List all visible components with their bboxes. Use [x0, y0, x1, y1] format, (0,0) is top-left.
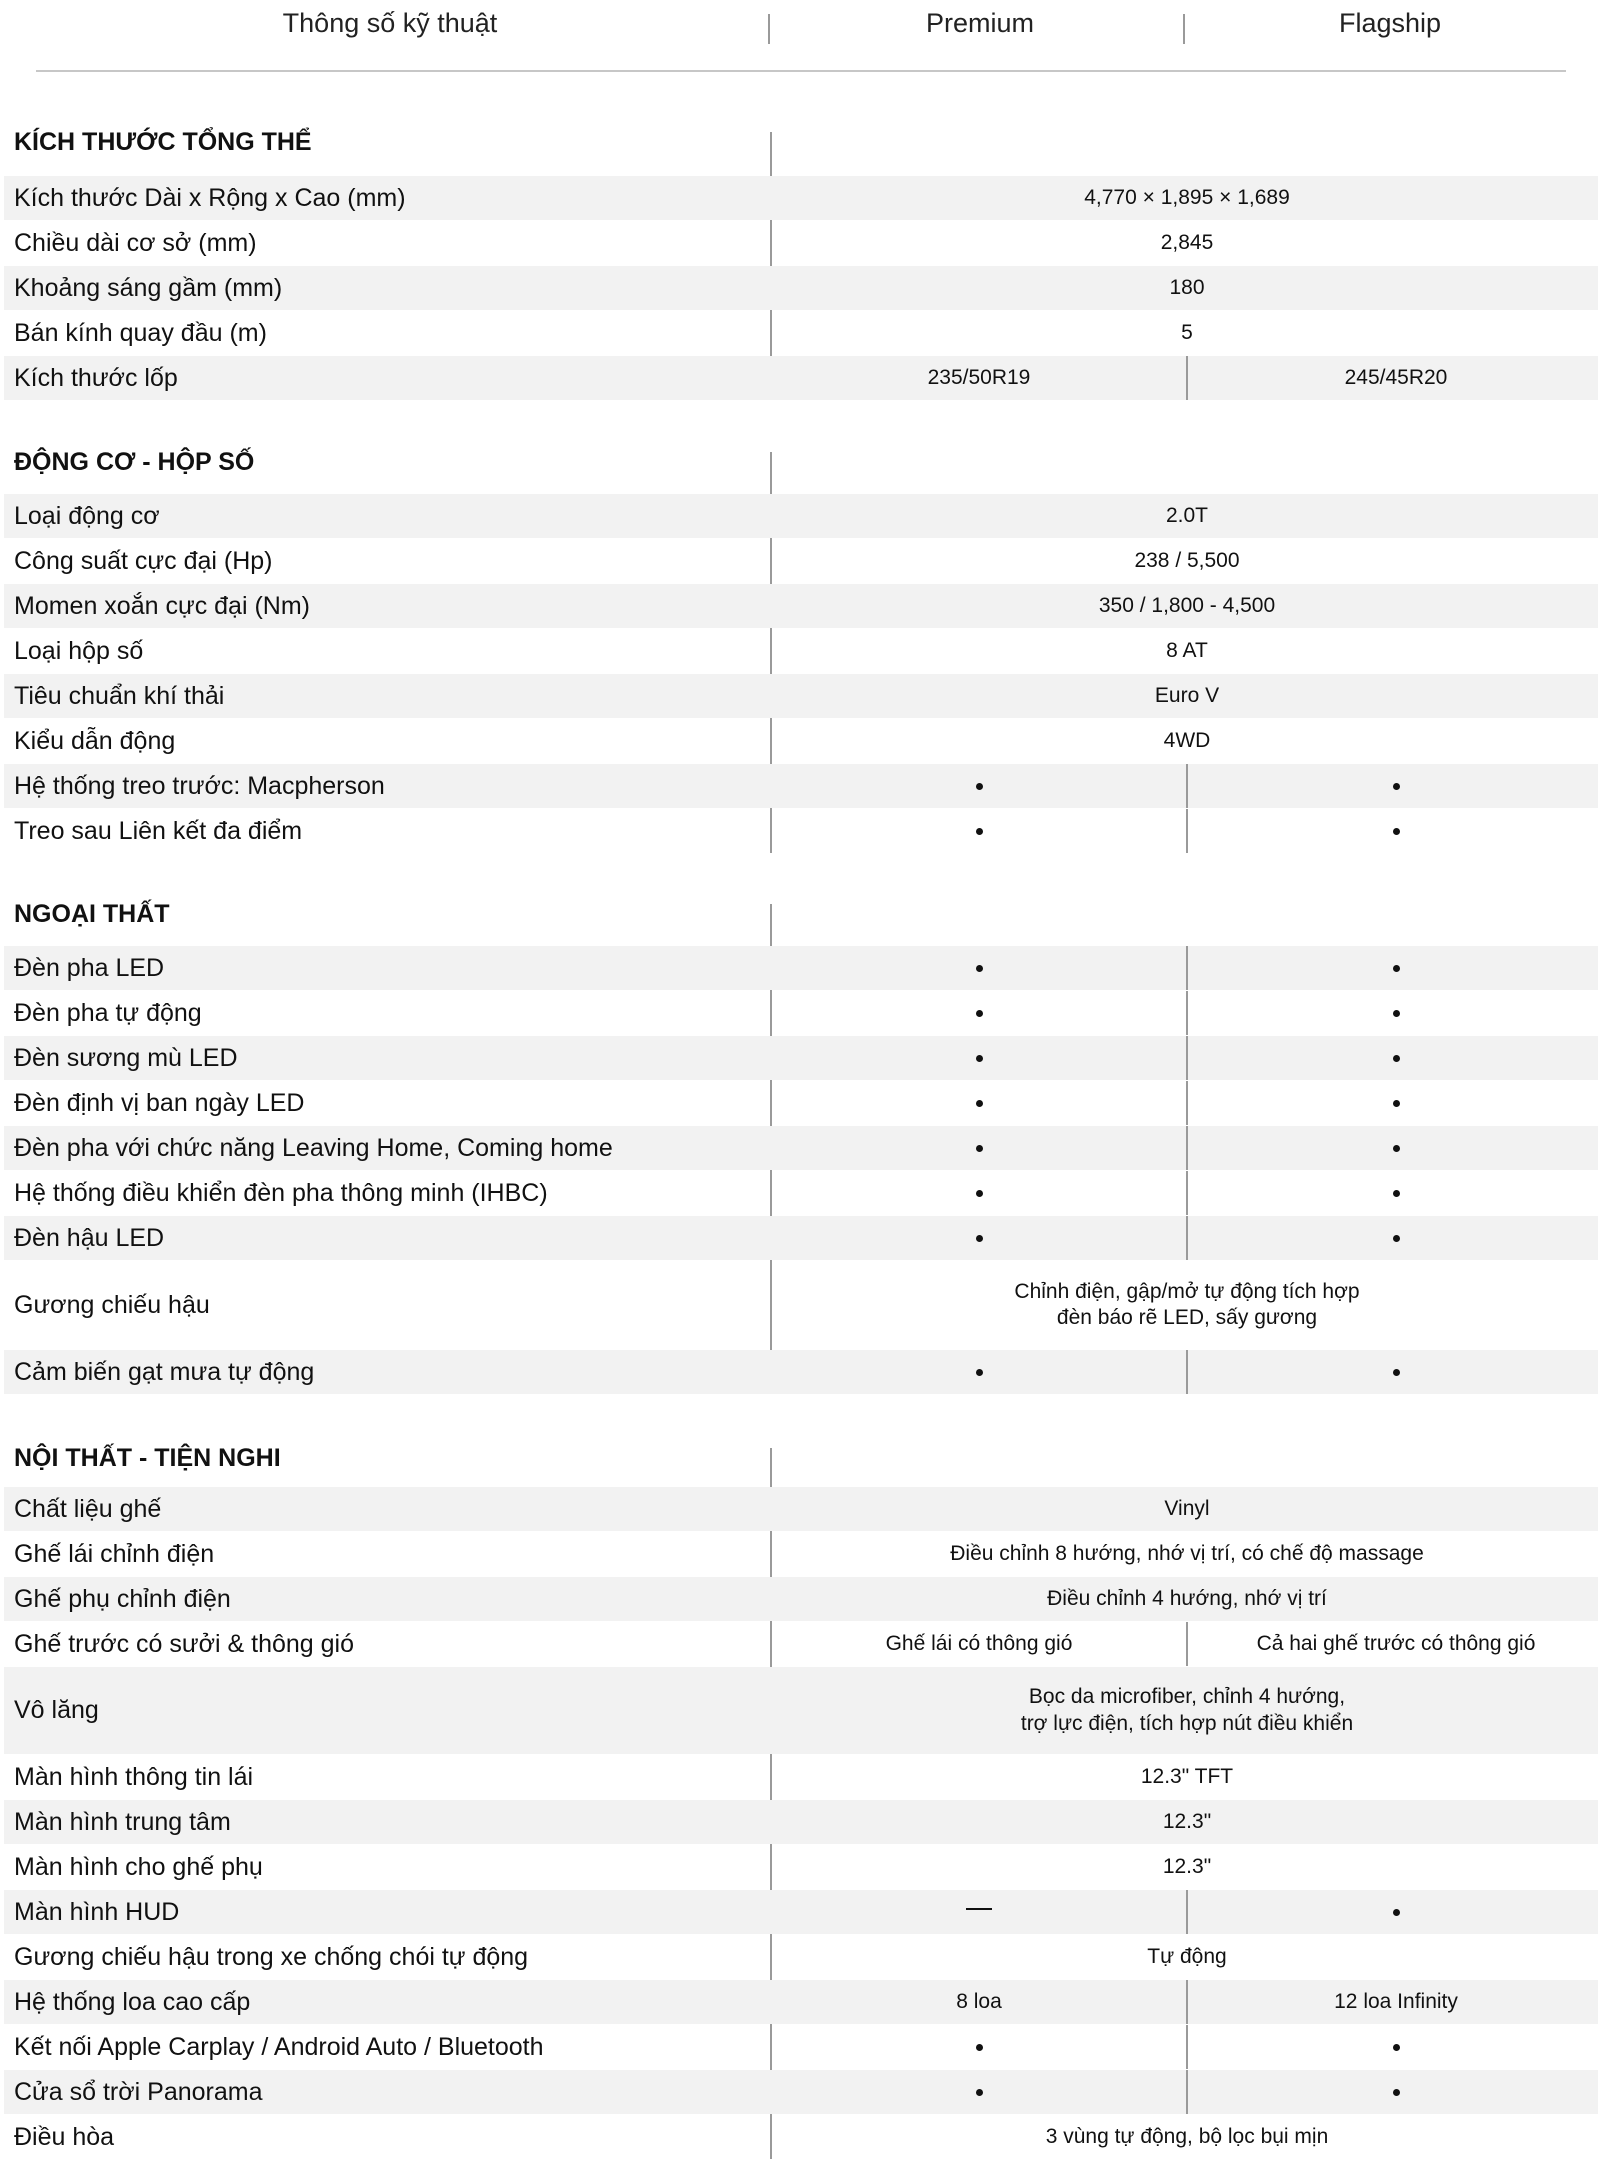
spec-label: Màn hình thông tin lái	[14, 1762, 254, 1791]
table-row	[4, 494, 1598, 538]
check-dot-icon	[976, 828, 983, 835]
check-dot-icon	[1393, 1010, 1400, 1017]
check-dot-icon	[1393, 1055, 1400, 1062]
spec-label: Màn hình trung tâm	[14, 1807, 231, 1836]
check-dot-icon	[1393, 1100, 1400, 1107]
table-row	[4, 1800, 1598, 1844]
table-row	[4, 311, 1598, 355]
check-dot-icon	[1393, 2089, 1400, 2096]
check-dot-icon	[976, 1369, 983, 1376]
spec-label: Ghế trước có sưởi & thông gió	[14, 1629, 355, 1658]
table-row	[4, 809, 1598, 853]
check-dot-icon	[1393, 1145, 1400, 1152]
premium-value	[772, 1081, 1188, 1125]
premium-value	[772, 764, 1188, 808]
spec-label: Điều hòa	[14, 2122, 115, 2151]
spec-label: Gương chiếu hậu	[14, 1290, 210, 1319]
check-dot-icon	[976, 1100, 983, 1107]
table-row	[4, 584, 1598, 628]
table-row	[4, 1845, 1598, 1889]
check-dot-icon	[976, 1145, 983, 1152]
spec-label: Ghế phụ chỉnh điện	[14, 1584, 231, 1613]
spec-value: 12.3"	[1162, 1809, 1212, 1833]
spec-value: Chỉnh điện, gập/mở tự động tích hợp đèn báo rẽ LED, sấy gương	[1014, 1279, 1360, 1329]
table-row	[4, 1532, 1598, 1576]
premium-value	[772, 1890, 1188, 1934]
spec-label: Tiêu chuẩn khí thải	[14, 681, 225, 710]
check-dot-icon	[976, 1190, 983, 1197]
table-row	[4, 2115, 1598, 2159]
spec-label: Khoảng sáng gầm (mm)	[14, 273, 283, 302]
table-row	[4, 1667, 1598, 1754]
spec-label: Đèn sương mù LED	[14, 1043, 238, 1072]
check-dot-icon	[976, 2044, 983, 2051]
spec-value: 2.0T	[1165, 503, 1209, 527]
spec-value: Bọc da microfiber, chỉnh 4 hướng, trợ lực điện, tích hợp nút điều khiển	[1020, 1685, 1354, 1735]
spec-value: 2,845	[1160, 230, 1214, 254]
spec-value: Vinyl	[1164, 1496, 1210, 1520]
premium-value	[772, 2025, 1188, 2069]
check-dot-icon	[1393, 1190, 1400, 1197]
spec-value: 12.3" TFT	[1140, 1764, 1234, 1788]
spec-value: Điều chỉnh 8 hướng, nhớ vị trí, có chế độ massage	[950, 1541, 1424, 1565]
spec-label: Đèn pha LED	[14, 953, 165, 982]
check-dot-icon	[976, 2089, 983, 2096]
flagship-value	[1190, 764, 1600, 808]
table-row	[4, 674, 1598, 718]
table-row	[4, 1980, 1598, 2024]
spec-label: Chiều dài cơ sở (mm)	[14, 228, 257, 257]
not-available-dash-icon	[966, 1908, 992, 1910]
spec-label: Công suất cực đại (Hp)	[14, 546, 273, 575]
flagship-value	[1190, 1171, 1600, 1215]
flagship-value	[1190, 1890, 1600, 1934]
flagship-value	[1190, 1216, 1600, 1260]
spec-value: 8 AT	[1166, 638, 1208, 662]
table-row	[4, 1577, 1598, 1621]
spec-label: Kích thước Dài x Rộng x Cao (mm)	[14, 183, 406, 212]
flagship-value	[1190, 1081, 1600, 1125]
section-title: KÍCH THƯỚC TỔNG THỂ	[14, 128, 312, 156]
table-row	[4, 1171, 1598, 1215]
column-header-spec: Thông số kỹ thuật	[282, 8, 498, 38]
spec-value: Điều chỉnh 4 hướng, nhớ vị trí	[1047, 1586, 1327, 1610]
table-row	[4, 1081, 1598, 1125]
spec-label: Đèn hậu LED	[14, 1223, 165, 1252]
header-underline	[36, 70, 1566, 72]
header-divider	[768, 14, 770, 44]
spec-label: Gương chiếu hậu trong xe chống chói tự động	[14, 1942, 529, 1971]
section-title: NGOẠI THẤT	[14, 900, 170, 928]
spec-value: 4WD	[1163, 728, 1211, 752]
check-dot-icon	[1393, 2044, 1400, 2051]
spec-label: Kích thước lốp	[14, 363, 178, 392]
spec-label: Màn hình HUD	[14, 1897, 180, 1926]
flagship-value	[1190, 2070, 1600, 2114]
table-row	[4, 946, 1598, 990]
premium-value: 235/50R19	[772, 356, 1188, 400]
spec-label: Loại động cơ	[14, 501, 160, 530]
spec-value: 12.3"	[1162, 1854, 1212, 1878]
table-row	[4, 539, 1598, 583]
premium-value	[772, 809, 1188, 853]
table-row	[4, 1755, 1598, 1799]
flagship-value: Cả hai ghế trước có thông gió	[1256, 1631, 1536, 1655]
check-dot-icon	[976, 1055, 983, 1062]
table-row	[4, 221, 1598, 265]
spec-value: 180	[1169, 275, 1205, 299]
spec-value: 5	[1181, 320, 1193, 344]
spec-label: Kết nối Apple Carplay / Android Auto / Bluetooth	[14, 2032, 544, 2061]
flagship-value	[1190, 1036, 1600, 1080]
check-dot-icon	[1393, 783, 1400, 790]
premium-value	[772, 1036, 1188, 1080]
check-dot-icon	[976, 783, 983, 790]
spec-label: Hệ thống loa cao cấp	[14, 1987, 251, 2016]
table-row	[4, 356, 1598, 400]
check-dot-icon	[976, 1010, 983, 1017]
table-row	[4, 1487, 1598, 1531]
flagship-value	[1190, 1126, 1600, 1170]
premium-value	[772, 991, 1188, 1035]
section-title: NỘI THẤT - TIỆN NGHI	[14, 1444, 281, 1472]
spec-label: Ghế lái chỉnh điện	[14, 1539, 215, 1568]
table-header	[0, 0, 1600, 72]
table-row	[4, 1935, 1598, 1979]
check-dot-icon	[976, 1235, 983, 1242]
spec-label: Đèn pha với chức năng Leaving Home, Coming home	[14, 1133, 613, 1162]
table-row	[4, 1216, 1598, 1260]
spec-value: 350 / 1,800 - 4,500	[1098, 593, 1276, 617]
spec-label: Hệ thống treo trước: Macpherson	[14, 771, 385, 800]
check-dot-icon	[1393, 965, 1400, 972]
premium-value: Ghế lái có thông gió	[772, 1622, 1188, 1666]
premium-value	[772, 1126, 1188, 1170]
table-row	[4, 2070, 1598, 2114]
spec-value: Tự động	[1147, 1944, 1227, 1968]
section-title: ĐỘNG CƠ - HỘP SỐ	[14, 448, 255, 476]
table-row	[4, 1126, 1598, 1170]
check-dot-icon	[1393, 1909, 1400, 1916]
spec-label: Cửa sổ trời Panorama	[14, 2077, 263, 2106]
check-dot-icon	[1393, 1235, 1400, 1242]
header-divider	[1183, 14, 1185, 44]
premium-value: 8 loa	[772, 1980, 1188, 2024]
spec-label: Treo sau Liên kết đa điểm	[14, 816, 303, 845]
column-header-flagship: Flagship	[1338, 8, 1442, 38]
check-dot-icon	[1393, 1369, 1400, 1376]
table-row	[4, 2025, 1598, 2069]
table-row	[4, 1622, 1598, 1666]
table-row	[4, 719, 1598, 763]
spec-label: Bán kính quay đầu (m)	[14, 318, 267, 347]
flagship-value	[1190, 809, 1600, 853]
premium-value	[772, 1216, 1188, 1260]
spec-label: Chất liệu ghế	[14, 1494, 162, 1523]
table-row	[4, 629, 1598, 673]
flagship-value	[1190, 2025, 1600, 2069]
spec-label: Đèn pha tự động	[14, 998, 202, 1027]
spec-value: 238 / 5,500	[1134, 548, 1240, 572]
spec-label: Hệ thống điều khiển đèn pha thông minh (IHBC)	[14, 1178, 548, 1207]
premium-value	[772, 946, 1188, 990]
column-header-premium: Premium	[925, 8, 1034, 38]
check-dot-icon	[1393, 828, 1400, 835]
spec-label: Loại hộp số	[14, 636, 144, 665]
check-dot-icon	[976, 965, 983, 972]
spec-label: Cảm biến gạt mưa tự động	[14, 1357, 315, 1386]
flagship-value	[1190, 1350, 1600, 1394]
premium-value	[772, 1171, 1188, 1215]
spec-label: Kiểu dẫn động	[14, 726, 176, 755]
spec-label: Màn hình cho ghế phụ	[14, 1852, 263, 1881]
table-row	[4, 1261, 1598, 1349]
table-row	[4, 1350, 1598, 1394]
spec-label: Momen xoắn cực đại (Nm)	[14, 591, 310, 620]
premium-value	[772, 2070, 1188, 2114]
spec-label: Đèn định vị ban ngày LED	[14, 1088, 305, 1117]
flagship-value	[1190, 991, 1600, 1035]
table-row	[4, 266, 1598, 310]
table-row	[4, 991, 1598, 1035]
flagship-value	[1190, 946, 1600, 990]
spec-label: Vô lăng	[14, 1696, 99, 1724]
spec-value: Euro V	[1154, 683, 1220, 707]
flagship-value: 245/45R20	[1344, 365, 1448, 389]
spec-value: 4,770 × 1,895 × 1,689	[1084, 185, 1290, 209]
table-row	[4, 1890, 1598, 1934]
spec-value: 3 vùng tự động, bộ lọc bụi mịn	[1045, 2124, 1329, 2148]
flagship-value: 12 loa Infinity	[1334, 1989, 1458, 2013]
table-row	[4, 176, 1598, 220]
table-row	[4, 1036, 1598, 1080]
premium-value	[772, 1350, 1188, 1394]
table-row	[4, 764, 1598, 808]
